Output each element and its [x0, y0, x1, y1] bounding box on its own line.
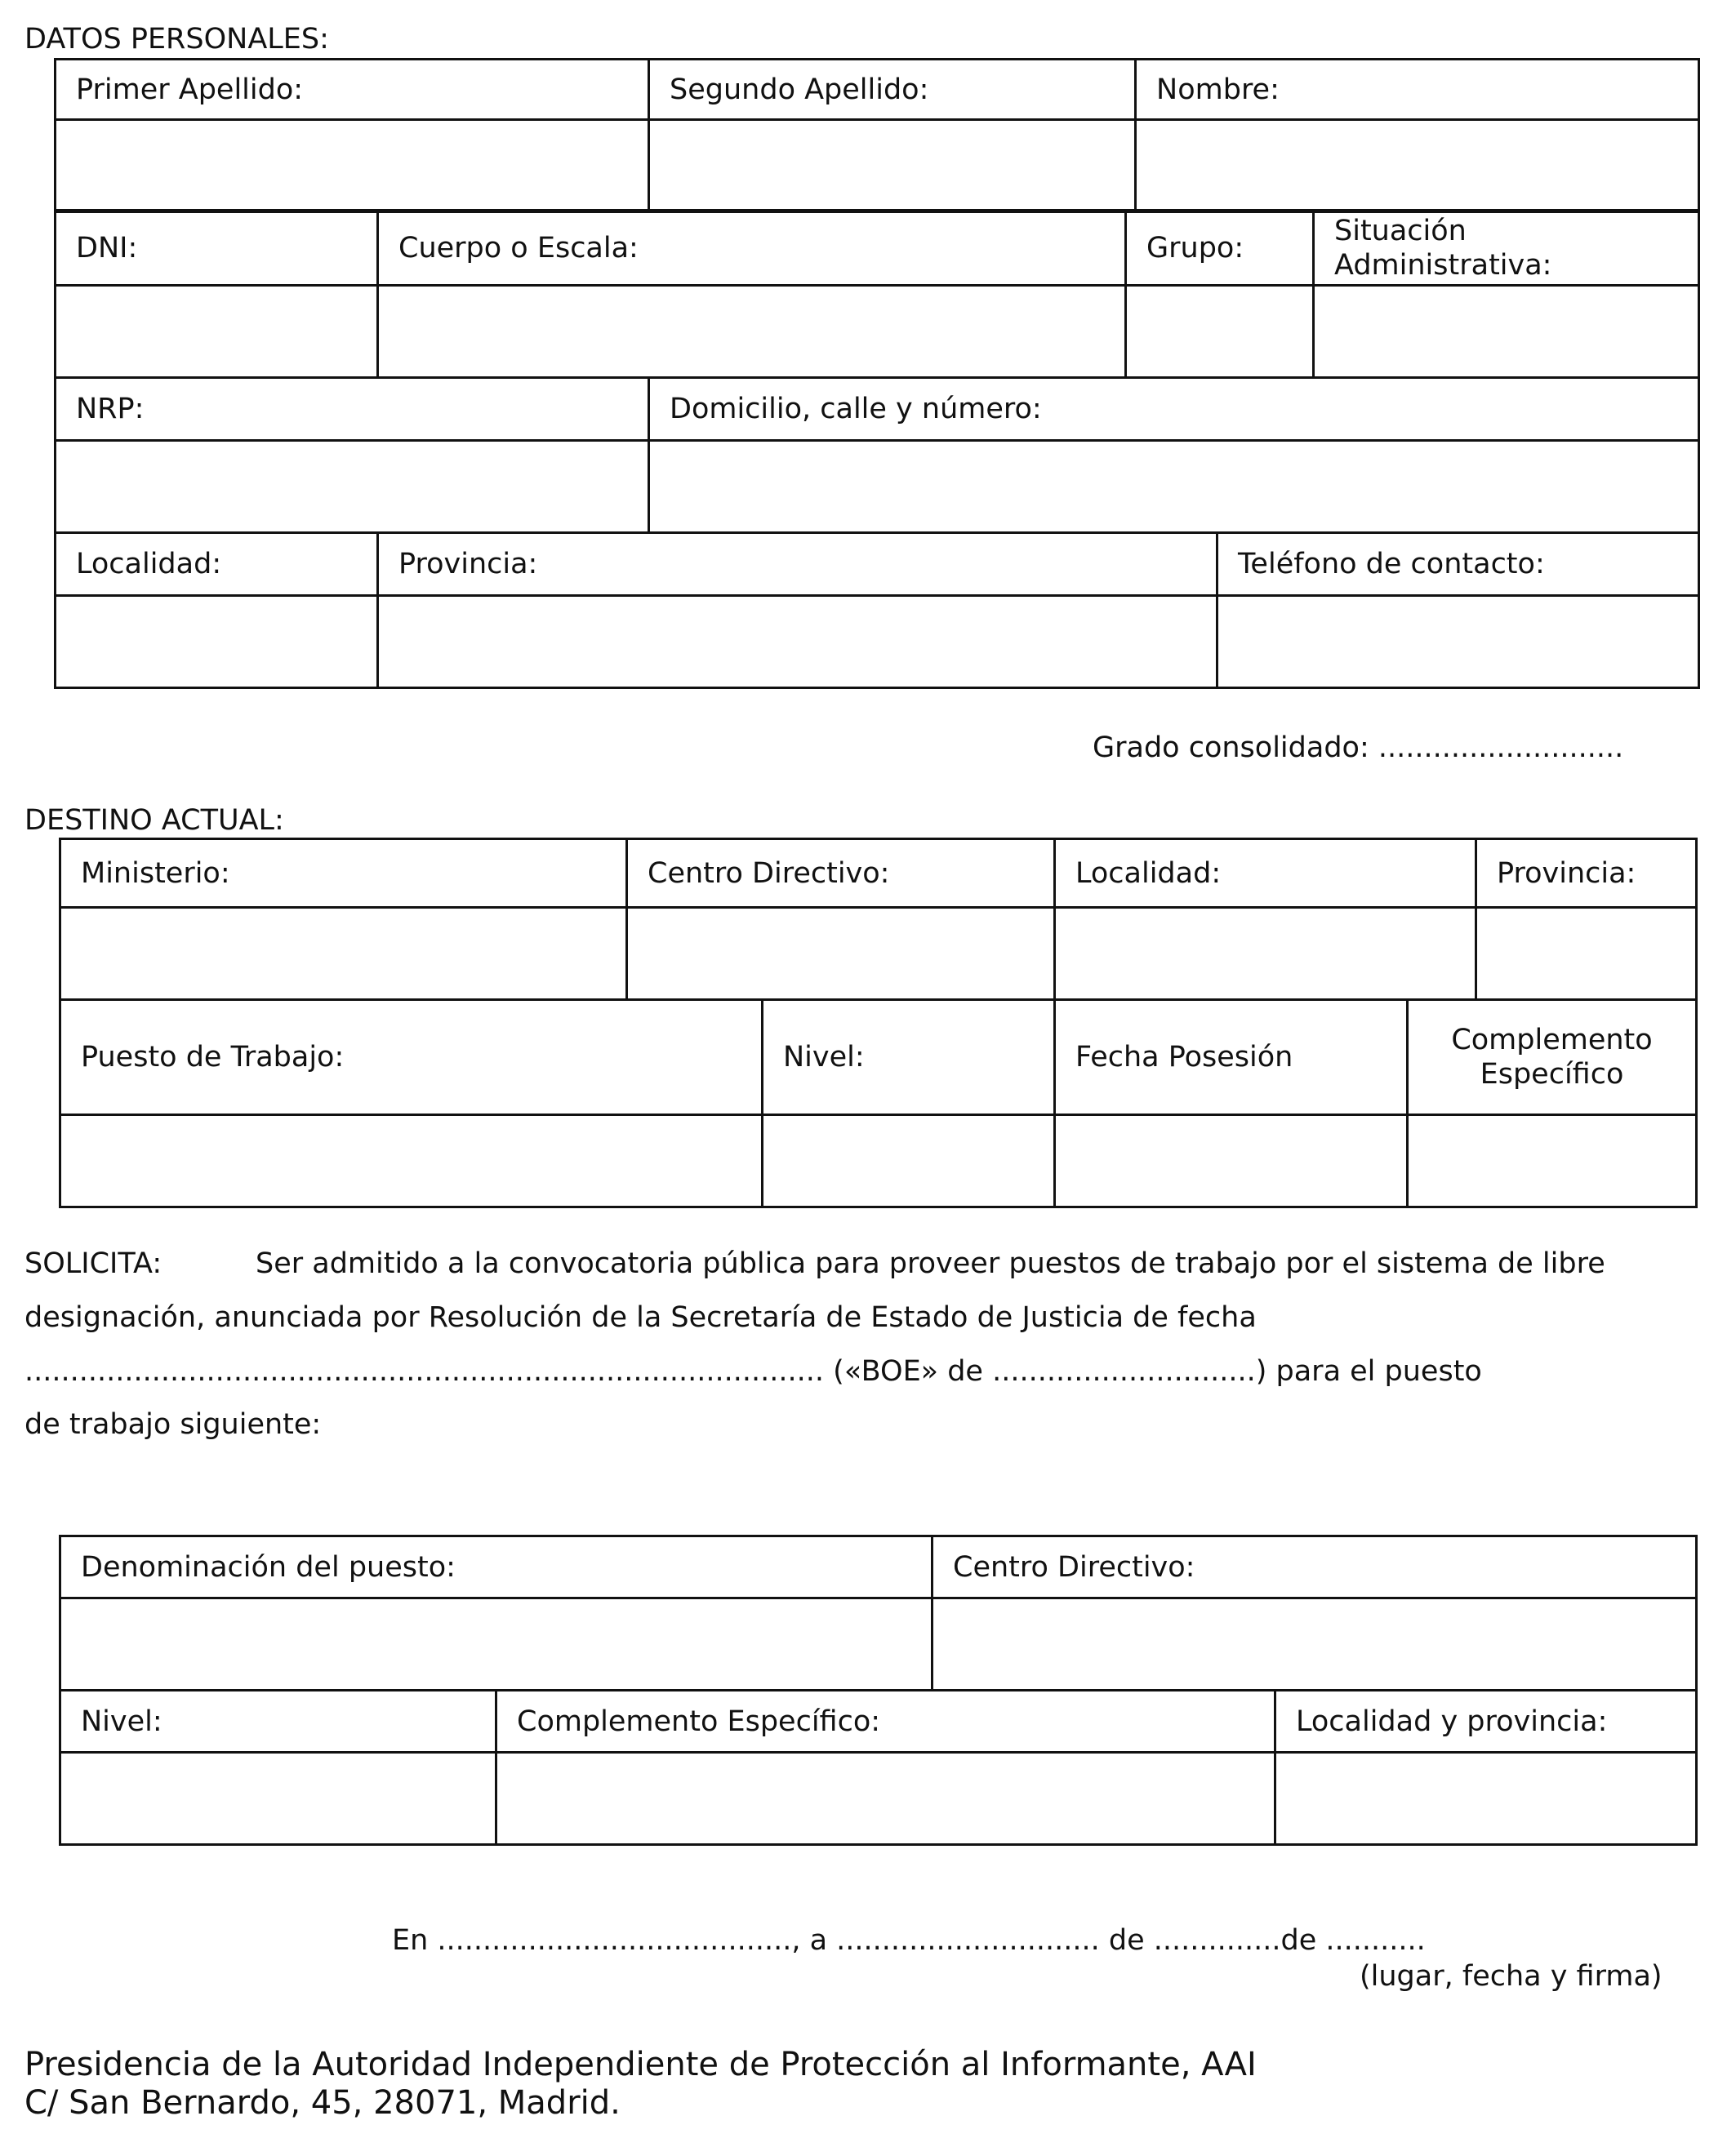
- destino-nivel-label: Nivel:: [763, 1000, 1055, 1115]
- destino-table-1: [59, 838, 1698, 1001]
- cuerpo-escala-field[interactable]: [378, 286, 1126, 378]
- destino-centro-label: Centro Directivo:: [627, 839, 1055, 908]
- situacion-label-line2: Administrativa:: [1334, 248, 1552, 282]
- localidad-provincia-field[interactable]: [1275, 1753, 1697, 1845]
- telefono-field[interactable]: [1217, 596, 1699, 688]
- puesto-trabajo-field[interactable]: [60, 1115, 763, 1207]
- puesto-table-2: [59, 1689, 1698, 1846]
- solicita-line-4: de trabajo siguiente:: [24, 1408, 322, 1441]
- grupo-field[interactable]: [1126, 286, 1314, 378]
- segundo-apellido-label: Segundo Apellido:: [649, 60, 1136, 120]
- complemento-especifico-field[interactable]: [1408, 1115, 1697, 1207]
- nrp-label: NRP:: [56, 378, 649, 441]
- nrp-field[interactable]: [56, 441, 649, 533]
- personal-data-table-2: [54, 209, 1700, 379]
- primer-apellido-field[interactable]: [56, 120, 649, 212]
- solicita-line-1: Ser admitido a la convocatoria pública para proveer puestos de trabajo por el sistema de libre: [256, 1247, 1605, 1280]
- footer-address-line-1: Presidencia de la Autoridad Independiente de Protección al Informante, AAI: [24, 2046, 1257, 2083]
- signature-caption: (lugar, fecha y firma): [1360, 1960, 1663, 1993]
- localidad-provincia-label: Localidad y provincia:: [1275, 1691, 1697, 1753]
- ministerio-label: Ministerio:: [60, 839, 627, 908]
- puesto-centro-field[interactable]: [933, 1598, 1697, 1691]
- puesto-nivel-field[interactable]: [60, 1753, 496, 1845]
- segundo-apellido-field[interactable]: [649, 120, 1136, 212]
- puesto-table-1: [59, 1535, 1698, 1691]
- fecha-posesion-label: Fecha Posesión: [1055, 1000, 1408, 1115]
- localidad-label: Localidad:: [56, 533, 378, 596]
- section-heading-datos-personales: DATOS PERSONALES:: [24, 23, 329, 56]
- ministerio-field[interactable]: [60, 908, 627, 1000]
- footer-address-line-2: C/ San Bernardo, 45, 28071, Madrid.: [24, 2084, 621, 2122]
- complemento-especifico-label: [1408, 1000, 1697, 1115]
- cuerpo-escala-label: Cuerpo o Escala:: [378, 211, 1126, 286]
- puesto-complemento-field[interactable]: [496, 1753, 1275, 1845]
- provincia-label: Provincia:: [378, 533, 1217, 596]
- situacion-administrativa-field[interactable]: [1314, 286, 1699, 378]
- solicita-line-3: ........................................................................................ («BOE» de .............................) para el puesto: [24, 1355, 1482, 1388]
- destino-provincia-field[interactable]: [1476, 908, 1697, 1000]
- complemento-label-line1: Complemento: [1451, 1024, 1653, 1056]
- situacion-label-line1: Situación: [1334, 214, 1467, 247]
- dni-field[interactable]: [56, 286, 378, 378]
- destino-centro-field[interactable]: [627, 908, 1055, 1000]
- denominacion-field[interactable]: [60, 1598, 933, 1691]
- fecha-posesion-field[interactable]: [1055, 1115, 1408, 1207]
- personal-data-table-3: [54, 376, 1700, 534]
- signature-line: En ......................................., a ............................. de ..............de ...........: [392, 1924, 1426, 1957]
- destino-table-2: [59, 998, 1698, 1208]
- puesto-trabajo-label: Puesto de Trabajo:: [60, 1000, 763, 1115]
- grupo-label: Grupo:: [1126, 211, 1314, 286]
- provincia-field[interactable]: [378, 596, 1217, 688]
- section-heading-destino-actual: DESTINO ACTUAL:: [24, 804, 284, 837]
- grado-consolidado: Grado consolidado: ...........................: [1093, 731, 1624, 764]
- puesto-nivel-label: Nivel:: [60, 1691, 496, 1753]
- primer-apellido-label: Primer Apellido:: [56, 60, 649, 120]
- solicita-label: SOLICITA:: [24, 1247, 162, 1280]
- solicita-line-2: designación, anunciada por Resolución de la Secretaría de Estado de Justicia de fecha: [24, 1301, 1257, 1334]
- telefono-label: Teléfono de contacto:: [1217, 533, 1699, 596]
- situacion-administrativa-label: [1314, 211, 1699, 286]
- domicilio-label: Domicilio, calle y número:: [649, 378, 1699, 441]
- dni-label: DNI:: [56, 211, 378, 286]
- personal-data-table: [54, 58, 1700, 213]
- puesto-complemento-label: Complemento Específico:: [496, 1691, 1275, 1753]
- personal-data-table-4: [54, 531, 1700, 689]
- nombre-field[interactable]: [1136, 120, 1699, 212]
- complemento-label-line2: Específico: [1480, 1058, 1624, 1091]
- localidad-field[interactable]: [56, 596, 378, 688]
- destino-nivel-field[interactable]: [763, 1115, 1055, 1207]
- nombre-label: Nombre:: [1136, 60, 1699, 120]
- destino-localidad-field[interactable]: [1055, 908, 1476, 1000]
- denominacion-label: Denominación del puesto:: [60, 1536, 933, 1598]
- destino-provincia-label: Provincia:: [1476, 839, 1697, 908]
- domicilio-field[interactable]: [649, 441, 1699, 533]
- puesto-centro-label: Centro Directivo:: [933, 1536, 1697, 1598]
- destino-localidad-label: Localidad:: [1055, 839, 1476, 908]
